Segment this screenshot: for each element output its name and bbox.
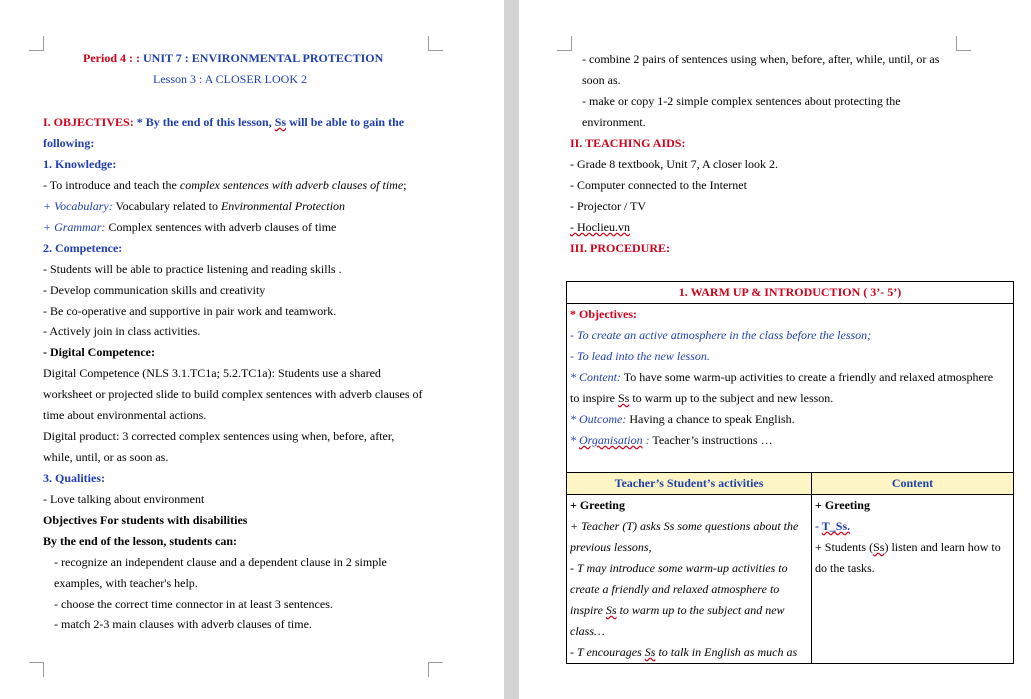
digital-product-text: Digital product: 3 corrected complex sentences using when, before, after,	[43, 429, 395, 443]
lesson-subtitle: Lesson 3 : A CLOSER LOOK 2	[153, 72, 308, 86]
competence-item: - Be co-operative and supportive in pair work and teamwork.	[43, 304, 337, 318]
disabilities-item: - recognize an independent clause and a dependent clause in 2 simple	[54, 555, 387, 569]
digital-competence-text: Digital Competence (NLS 3.1.TC1a; 5.2.TC1a): Students use a shared	[43, 366, 381, 380]
hoclieu-link[interactable]: - Hoclieu.vn	[570, 220, 630, 234]
crop-mark	[29, 662, 44, 677]
crop-mark	[956, 36, 971, 51]
qualities-heading: 3. Qualities:	[43, 471, 105, 485]
section-title-cell: 1. WARM UP & INTRODUCTION ( 3’- 5’)	[567, 282, 1014, 304]
page-gap	[504, 0, 519, 699]
digital-competence-text: worksheet or projected slide to build complex sentences with adverb clauses of	[43, 387, 423, 401]
grammar-line: + Grammar: Complex sentences with adverb clauses of time	[43, 220, 337, 234]
procedure-heading: III. PROCEDURE:	[570, 241, 671, 255]
competence-item: - Students will be able to practice listening and reading skills .	[43, 262, 342, 276]
objectives-continued: - combine 2 pairs of sentences using when, before, after, while, until, or as	[582, 52, 940, 66]
disabilities-subheading: By the end of the lesson, students can:	[43, 534, 238, 548]
activities-cell: + Greeting + Teacher (T) asks Ss some questions about the previous lessons, - T may introduce some warm-up activities to create a friendly and relaxed atmosphere to inspire Ss to warm up to the subject and new class… - T encourages Ss to talk in English as much as	[567, 495, 812, 664]
objectives-continued: - make or copy 1-2 simple complex sentences about protecting the	[582, 94, 901, 108]
digital-competence-heading: - Digital Competence:	[43, 345, 155, 359]
disabilities-item: examples, with teacher's help.	[54, 576, 198, 590]
crop-mark	[428, 662, 443, 677]
objectives-continued: environment.	[582, 115, 646, 129]
disabilities-item: - choose the correct time connector in at least 3 sentences.	[54, 597, 333, 611]
vocabulary-line: + Vocabulary: Vocabulary related to Environmental Protection	[43, 199, 346, 213]
competence-item: - Actively join in class activities.	[43, 324, 201, 338]
qualities-item: - Love talking about environment	[43, 492, 205, 506]
column-header-activities: Teacher’s Student’s activities	[567, 473, 812, 495]
crop-mark	[557, 36, 572, 51]
teaching-aids-heading: II. TEACHING AIDS:	[570, 136, 686, 150]
content-cell: + Greeting - T_Ss. + Students (Ss) listen and learn how to do the tasks.	[812, 495, 1014, 664]
objectives-intro-cont: following:	[43, 136, 95, 150]
section-info-cell: * Objectives: - To create an active atmosphere in the class before the lesson; - To lead into the new lesson. * Content: To have some warm-up activities to create a friendly and relaxed atmosphere to inspire Ss to warm up to the subject and new lesson. * Outcome: Having a chance to speak English. * Organisation : Teacher’s instructions …	[567, 304, 1014, 473]
teaching-aids-item: - Computer connected to the Internet	[570, 178, 747, 192]
knowledge-heading: 1. Knowledge:	[43, 157, 117, 171]
disabilities-item: - match 2-3 main clauses with adverb clauses of time.	[54, 617, 312, 631]
disabilities-heading: Objectives For students with disabilities	[43, 513, 248, 527]
lesson-title: Period 4 : : UNIT 7 : ENVIRONMENTAL PROTECTION	[83, 51, 384, 65]
objectives-continued: soon as.	[582, 73, 621, 87]
digital-competence-text: time about environmental actions.	[43, 408, 207, 422]
objectives-heading: I. OBJECTIVES: * By the end of this lesson, Ss will be able to gain the	[43, 115, 405, 129]
digital-product-text: while, until, or as soon as.	[43, 450, 169, 464]
teaching-aids-item: - Grade 8 textbook, Unit 7, A closer look 2.	[570, 157, 778, 171]
crop-mark	[29, 36, 44, 51]
document-page-left	[0, 0, 504, 699]
competence-item: - Develop communication skills and creativity	[43, 283, 266, 297]
crop-mark	[428, 36, 443, 51]
procedure-table	[566, 281, 1014, 664]
document-page-right	[519, 0, 1031, 699]
knowledge-line: - To introduce and teach the complex sentences with adverb clauses of time;	[43, 178, 407, 192]
column-header-content: Content	[812, 473, 1014, 495]
teaching-aids-item: - Projector / TV	[570, 199, 647, 213]
competence-heading: 2. Competence:	[43, 241, 123, 255]
